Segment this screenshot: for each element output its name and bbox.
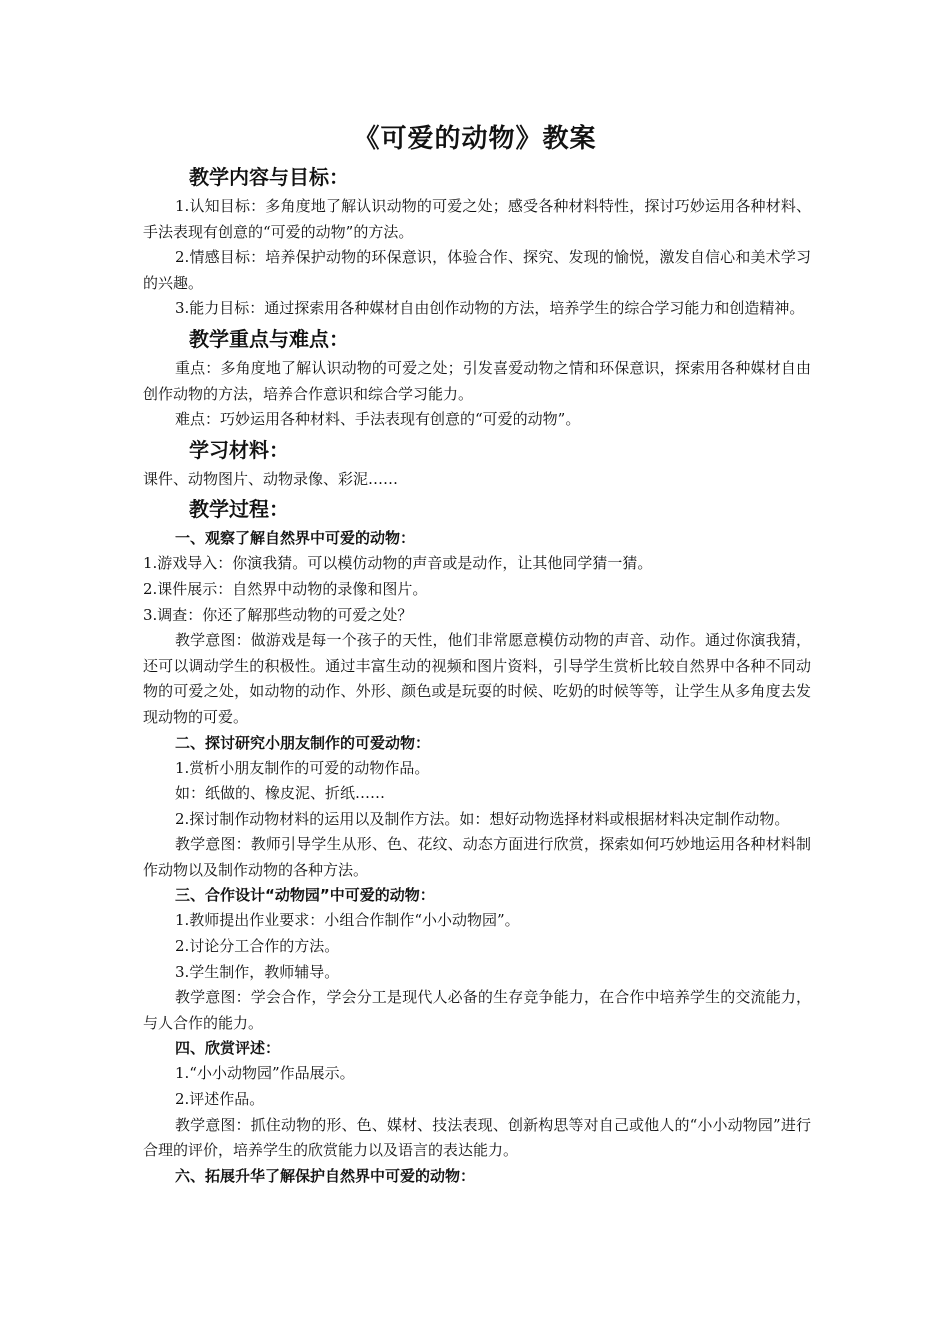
part3-item-1: 1.教师提出作业要求：小组合作制作“小小动物园”。	[175, 911, 520, 930]
part2-item-3: 2.探讨制作动物材料的运用以及制作方法。如：想好动物选择材料或根据材料决定制作动物。	[175, 809, 790, 828]
part2-intent: 教学意图：教师引导学生从形、色、花纹、动态方面进行欣赏，探索如何巧妙地运用各种材料制作动物以及制作动物的各种方法。	[143, 835, 811, 879]
goals-heading: 教学内容与目标：	[189, 165, 349, 189]
goal-item-2: 2.情感目标：培养保护动物的环保意识，体验合作、探究、发现的愉悦，激发自信心和美术学习的兴趣。	[143, 248, 811, 292]
part1-item-3: 3.调查：你还了解那些动物的可爱之处？	[143, 605, 413, 624]
part1-intent: 教学意图：做游戏是每一个孩子的天性，他们非常愿意模仿动物的声音、动作。通过你演我猜，还可以调动学生的积极性。通过丰富生动的视频和图片资料，引导学生赏析比较自然界中各种不同动物的可爱之处，如动物的动作、外形、颜色或是玩耍的时候、吃奶的时候等等，让学生从多角度去发现动物的可爱。	[143, 631, 811, 726]
part1-item-2: 2.课件展示：自然界中动物的录像和图片。	[143, 579, 428, 598]
focus-heading: 教学重点与难点：	[189, 326, 349, 351]
part4-intent: 教学意图：抓住动物的形、色、媒材、技法表现、创新构思等对自己或他人的“小小动物园”进行合理的评价，培养学生的欣赏能力以及语言的表达能力。	[143, 1115, 811, 1160]
part6-heading: 六、拓展升华了解保护自然界中可爱的动物：	[175, 1166, 476, 1185]
goal-item-1: 1.认知目标：多角度地了解认识动物的可爱之处；感受各种材料特性，探讨巧妙运用各种材料、手法表现有创意的“可爱的动物”的方法。	[143, 197, 811, 241]
materials-heading: 学习材料：	[189, 437, 289, 462]
part3-heading: 三、合作设计“动物园”中可爱的动物：	[175, 886, 435, 905]
materials-text: 课件、动物图片、动物录像、彩泥……	[143, 469, 399, 488]
part3-intent: 教学意图：学会合作，学会分工是现代人必备的生存竞争能力，在合作中培养学生的交流能力，与人合作的能力。	[143, 988, 811, 1032]
part4-heading: 四、欣赏评述：	[175, 1039, 281, 1058]
part2-item-2: 如：纸做的、橡皮泥、折纸……	[175, 784, 386, 803]
part4-item-1: 1.“小小动物园”作品展示。	[175, 1064, 355, 1083]
difficulty-text: 难点：巧妙运用各种材料、手法表现有创意的“可爱的动物”。	[175, 410, 581, 429]
process-heading: 教学过程：	[189, 497, 289, 522]
key-point-text: 重点：多角度地了解认识动物的可爱之处；引发喜爱动物之情和环保意识，探索用各种媒材自由创作动物的方法，培养合作意识和综合学习能力。	[143, 358, 811, 403]
document-title: 《可爱的动物》教案	[353, 124, 597, 154]
part3-item-3: 3.学生制作，教师辅导。	[175, 962, 340, 981]
part4-item-2: 2.评述作品。	[175, 1090, 265, 1109]
part2-item-1: 1.赏析小朋友制作的可爱的动物作品。	[175, 758, 430, 777]
document-body	[143, 160, 811, 1189]
part1-heading: 一、观察了解自然界中可爱的动物：	[175, 529, 416, 548]
part3-item-2: 2.讨论分工合作的方法。	[175, 937, 340, 956]
part1-item-1: 1.游戏导入：你演我猜。可以模仿动物的声音或是动作，让其他同学猜一猜。	[143, 554, 653, 573]
part2-heading: 二、探讨研究小朋友制作的可爱动物：	[175, 733, 431, 752]
goal-item-3: 3.能力目标：通过探索用各种媒材自由创作动物的方法，培养学生的综合学习能力和创造精神。	[175, 299, 805, 318]
